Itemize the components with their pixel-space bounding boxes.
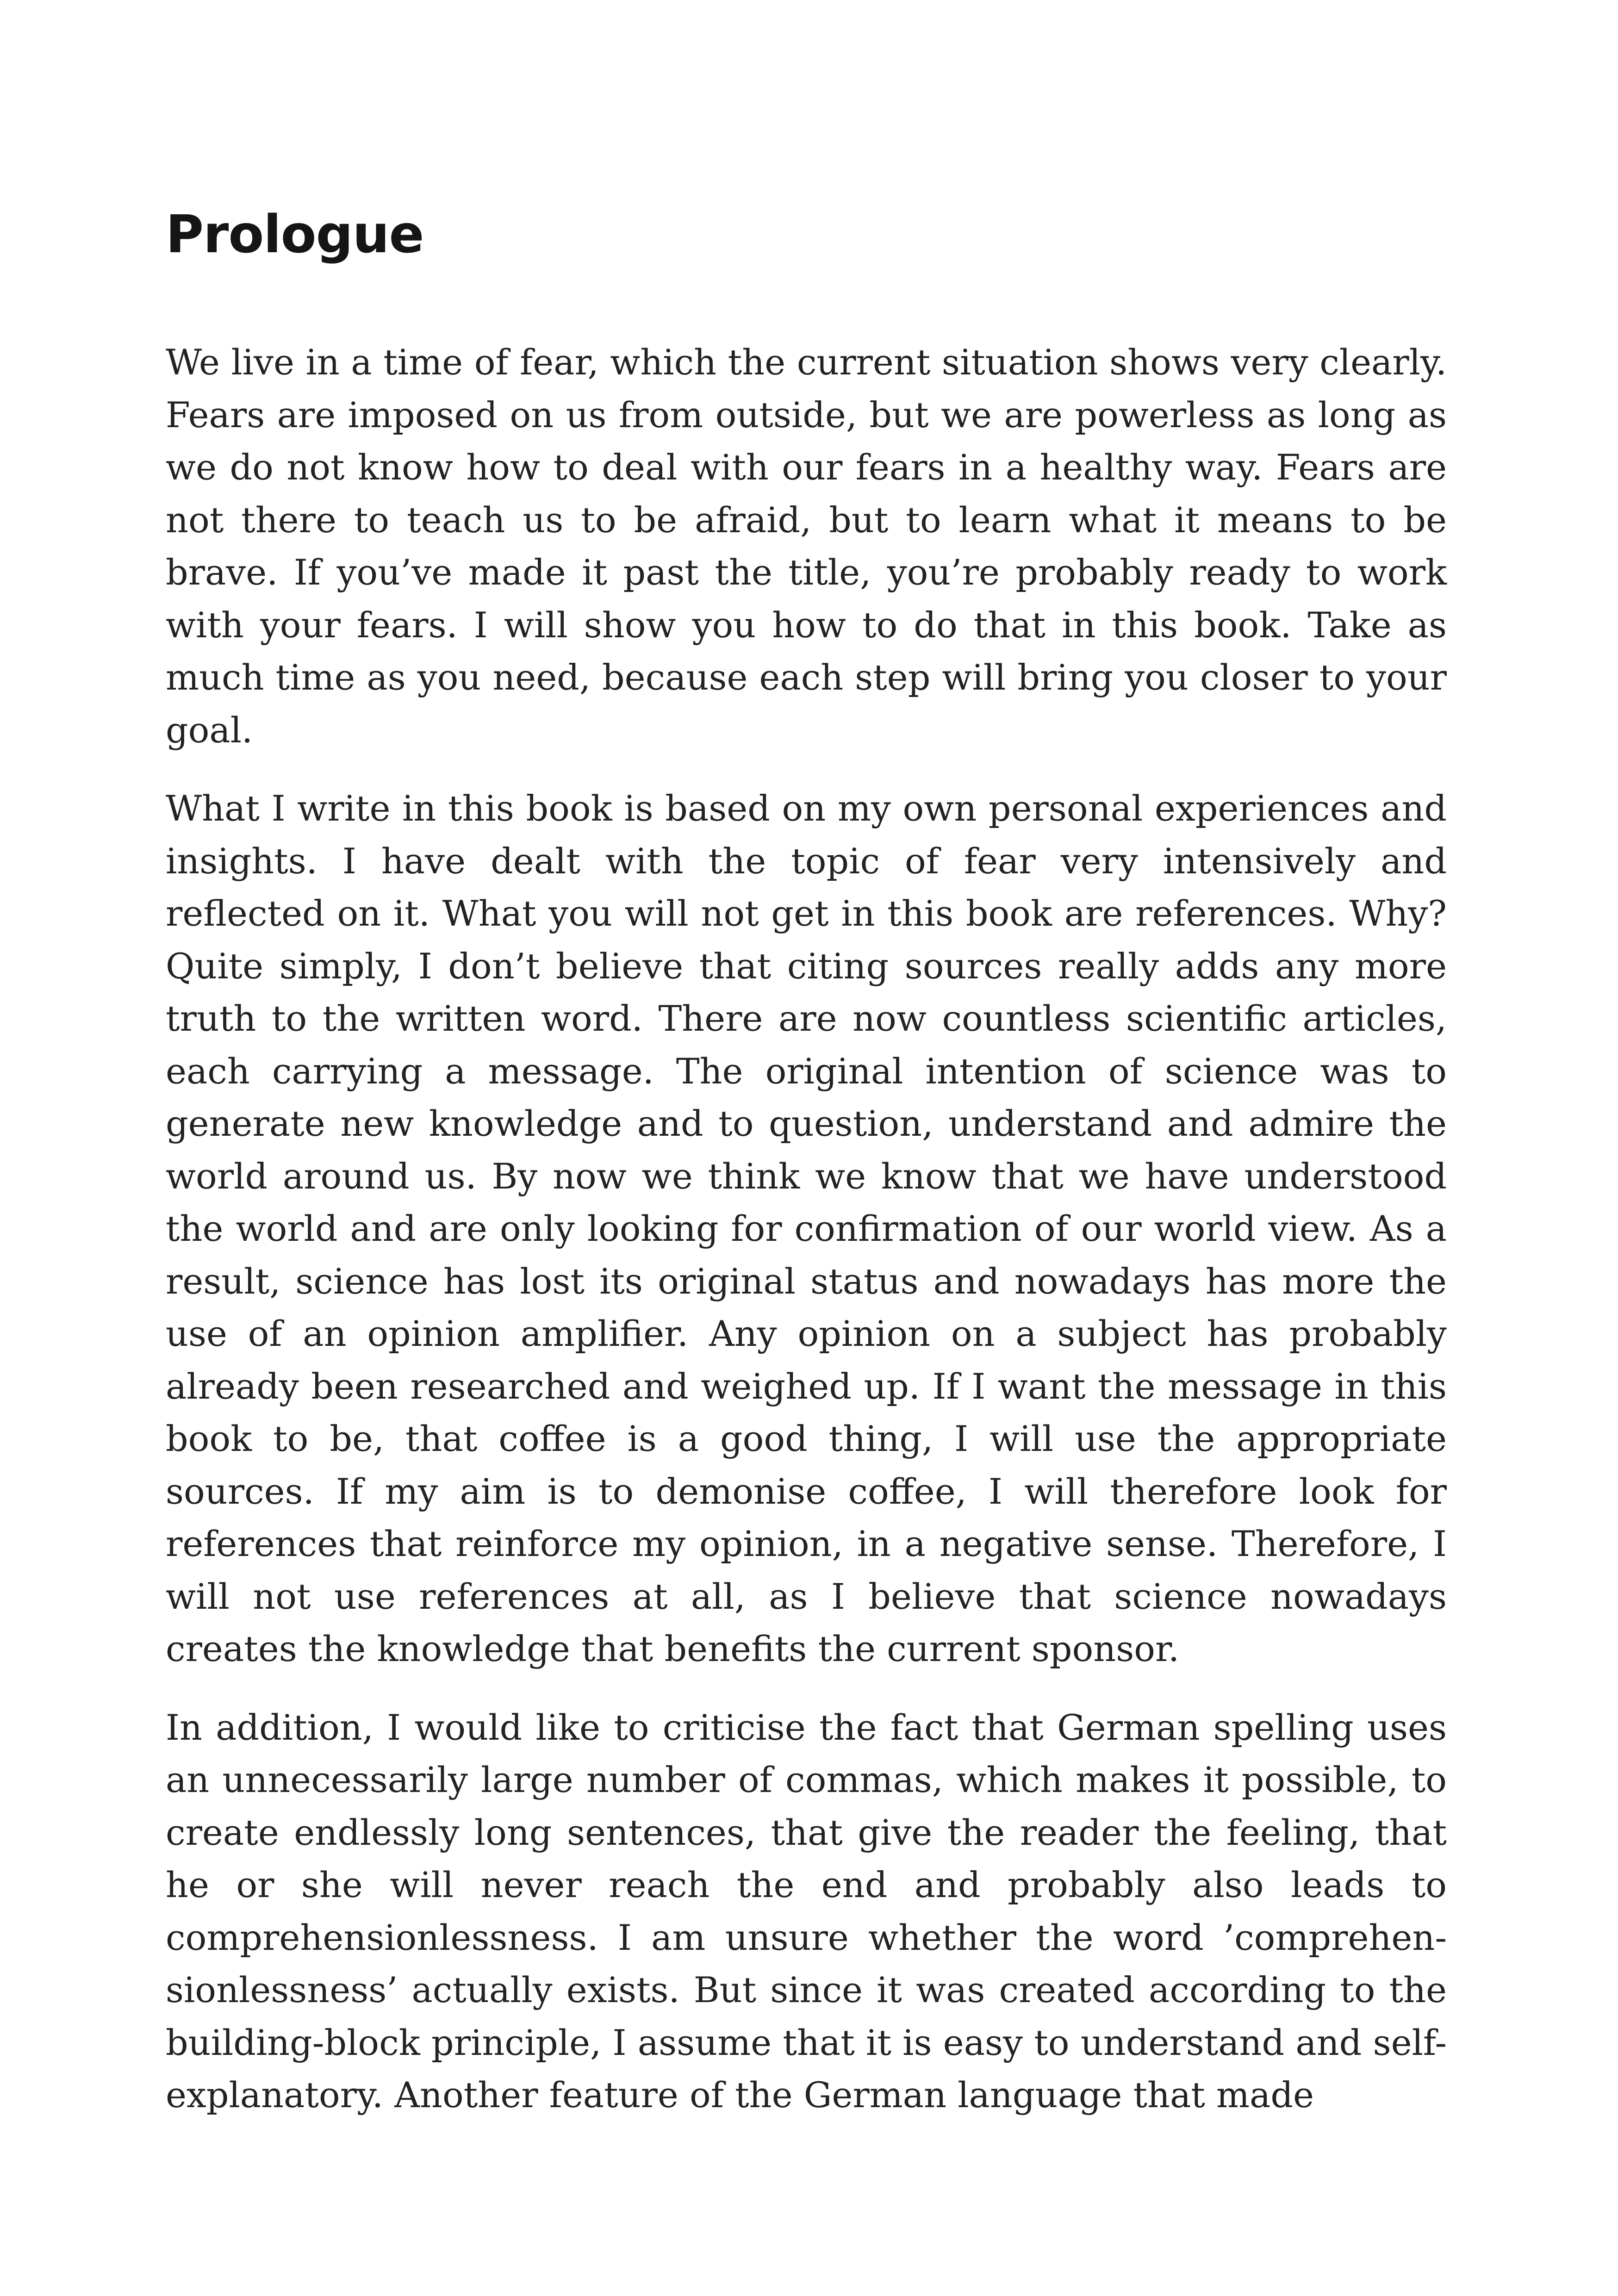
- body-text: [166, 336, 1447, 2122]
- paragraph-2: What I write in this book is based on my own personal experiences and insights. I have dealt with the topic of fear very intensively and reflected on it. What you will not get in this book are references. Why? Quite simply, I don’t believe that citing sources really adds any more truth to the written word. There are now countless scientific articles, each carrying a message. The original intention of science was to generate new knowledge and to question, understand and admire the world around us. By now we think we know that we have understood the world and are only looking for confirmation of our world view. As a result, science has lost its original status and nowadays has more the use of an opinion amplifier. Any opinion on a subject has probably already been researched and weighed up. If I want the message in this book to be, that coffee is a good thing, I will use the appropriate sources. If my aim is to demonise coffee, I will therefore look for references that reinforce my opinion, in a negative sense. Therefore, I will not use references at all, as I believe that science nowadays creates the knowledge that benefits the current sponsor.: [166, 788, 1447, 1669]
- chapter-title: Prologue: [166, 205, 424, 265]
- paragraph-1: We live in a time of fear, which the current situation shows very clearly. Fears are imposed on us from outside, but we are powerless as long as we do not know how to deal with our fears in a healthy way. Fears are not there to teach us to be afraid, but to learn what it means to be brave. If you’ve made it past the title, you’re probably ready to work with your fears. I will show you how to do that in this book. Take as much time as you need, because each step will bring you closer to your goal.: [166, 342, 1447, 751]
- paragraph-3: In addition, I would like to criticise the fact that German spelling uses an unnecessarily large number of commas, which makes it possible, to create endlessly long sentences, that give the reader the feeling, that he or she will never reach the end and probably also leads to comprehensionlessness. I am unsure whether the word ’comprehensionlessness’ actually exists. But since it was created according to the building-block principle, I assume that it is easy to understand and self-explanatory. Another feature of the German language that made: [166, 1706, 1447, 2116]
